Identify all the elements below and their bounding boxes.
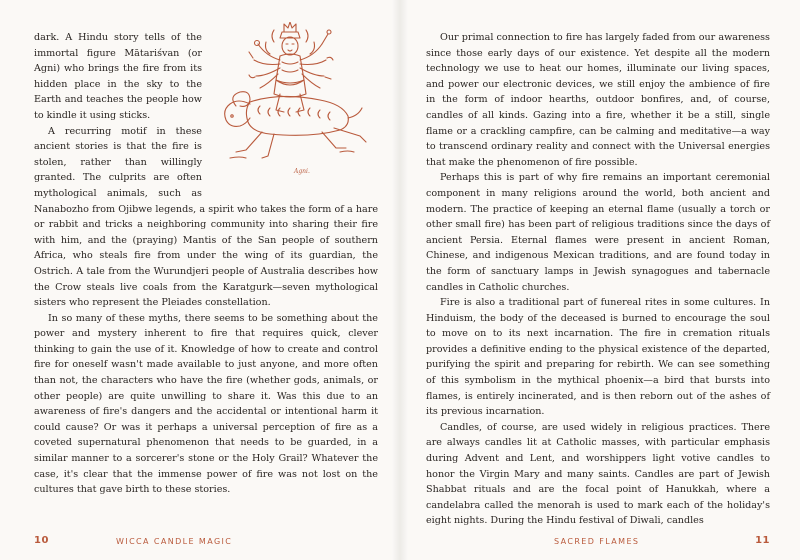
right-paragraph-2: Perhaps this is part of why fire remains an important ceremonial component in many religions around the world, both ancient and modern. The practice of keeping an eternal flame (usually a torch or other small fire) has been part of religious traditions since the days of ancient Persia. Eternal flames were present in ancient Roman, Chinese, and indigenous Mexican traditions, and are found today in the form of sanctuary lamps in Jewish synagogues and tabernacle candles in Catholic churches. <box>426 172 770 293</box>
running-title-right: SACRED FLAMES <box>554 537 640 546</box>
right-page <box>400 0 800 560</box>
left-paragraph-1: dark. A Hindu story tells of the immortal figure Mātariśvan (or Agni) who brings the fire from its hidden place in the sky to the Earth and teaches the people how to kindle it using sticks. <box>34 32 202 121</box>
right-paragraph-1: Our primal connection to fire has largely faded from our awareness since those early days of our existence. Yet despite all the modern technology we use to heat our homes, illuminate our living spaces, and power our electronic devices, we still enjoy the ambience of fire in the form of indoor hearths, outdoor bonfires, and, of course, candles of all kinds. Gazing into a fire, whether it be a still, single flame or a crackling campfire, can be calming and meditative—a way to transcend ordinary reality and connect with the Universal energies that make the phenomenon of fire possible. <box>426 32 770 168</box>
figure-caption: Agni. <box>294 168 310 175</box>
running-title-left: WICCA CANDLE MAGIC <box>116 537 233 546</box>
left-paragraph-3: In so many of these myths, there seems to be something about the power and mystery inherent to fire that requires quick, clever thinking to gain the use of it. Knowledge of how to create and control fire for oneself wasn't made available to just anyone, and more often than not, the characters who have the fire (whether gods, animals, or other people) are quite unwilling to share it. Was this due to an awareness of fire's dangers and the accidental or intentional harm it could cause? Or was it perhaps a universal perception of fire as a coveted supernatural phenomenon that needs to be guarded, in a similar manner to a sorcerer's stone or the Holy Grail? Whatever the case, it's clear that the immense power of fire was not lost on the cultures that gave birth to these stories. <box>34 312 378 496</box>
page-number-right: 11 <box>755 535 770 546</box>
agni-illustration <box>210 22 378 182</box>
right-paragraph-4: Candles, of course, are used widely in religious practices. There are always candles lit at Catholic masses, with particular emphasis during Advent and Lent, and worshippers light votive candles to honor the Virgin Mary and many saints. Candles are part of Jewish Shabbat rituals and are the focal point of Hanukkah, where a candelabra called the menorah is used to mark each of the holiday's eight nights. During the Hindu festival of Diwali, candles <box>426 421 770 527</box>
left-paragraph-2: A recurring motif in these ancient stories is that the fire is stolen, rather than willingly granted. The culprits are often mythological animals, such as Nanabozho from Ojibwe legends, a spirit who takes the form of a hare or rabbit and tricks a neighboring community into sharing their fire with him, and the (praying) Mantis of the San people of southern Africa, who steals fire from under the wing of its guardian, the Ostrich. A tale from the Wurundjeri people of Australia describes how the Crow steals live coals from the Karatgurk—seven mythological sisters who represent the Pleiades constellation. <box>34 125 378 309</box>
page-number-left: 10 <box>34 535 49 546</box>
right-paragraph-3: Fire is also a traditional part of funereal rites in some cultures. In Hinduism, the body of the deceased is burned to encourage the soul to move on to its next incarnation. The fire in cremation rituals provides a definitive ending to the physical existence of the departed, purifying the spirit and preparing for rebirth. We can see something of this symbolism in the mythical phoenix—a bird that bursts into flames, is entirely incinerated, and is then reborn out of the ashes of its previous incarnation. <box>426 297 770 418</box>
agni-on-ram-illustration-icon <box>210 22 378 172</box>
